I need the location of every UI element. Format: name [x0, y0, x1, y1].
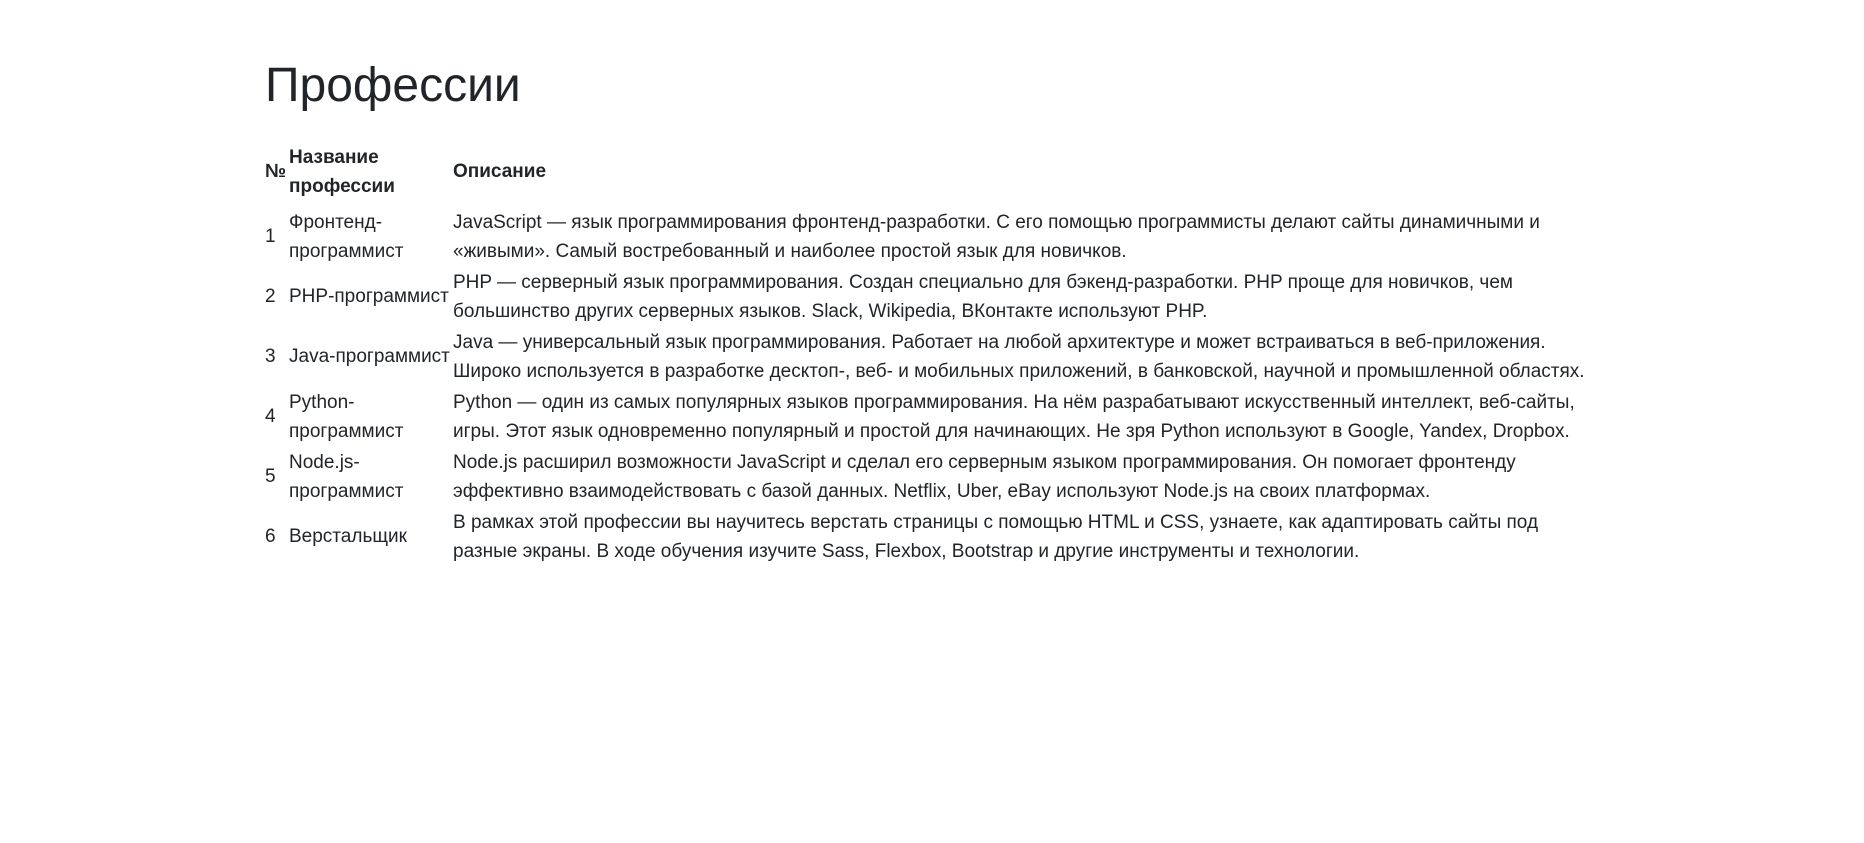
row-description: Node.js расширил возможности JavaScript и сделал его серверным языком программирования. Он помогает фронтенду эффективно взаимодействовать с базой данных. Netflix, Uber, eBay используют Node.js на своих платформах.: [453, 451, 1516, 502]
row-number: 3: [265, 346, 276, 368]
row-name: Java-программист: [289, 346, 450, 368]
table-header-row: [265, 143, 1605, 208]
row-name: Python-программист: [289, 391, 404, 442]
row-description: В рамках этой профессии вы научитесь верстать страницы с помощью HTML и CSS, узнаете, как адаптировать сайты под разные экраны. В ходе обучения изучите Sass, Flexbox, Bootstrap и другие инструменты и технологии.: [453, 511, 1539, 562]
header-description: Описание: [453, 161, 547, 183]
row-number: 2: [265, 286, 276, 308]
table-row: [265, 328, 1605, 388]
page-title: Профессии: [265, 59, 521, 112]
row-name: Фронтенд-программист: [289, 211, 404, 262]
table-row: [265, 208, 1605, 268]
row-description: JavaScript — язык программирования фронтенд-разработки. С его помощью программисты делают сайты динамичными и «живыми». Самый востребованный и наиболее простой язык для новичков.: [453, 211, 1540, 262]
table-header: [265, 143, 1605, 208]
table-row: [265, 448, 1605, 508]
row-name: Верстальщик: [289, 526, 407, 548]
page-container: [265, 0, 1605, 568]
row-number: 6: [265, 526, 276, 548]
row-name: Node.js-программист: [289, 451, 404, 502]
row-description: Java — универсальный язык программирования. Работает на любой архитектуре и может встраиваться в веб-приложения. Широко используется в разработке десктоп-, веб- и мобильных приложений, в банковской, научной и промышленной областях.: [453, 331, 1585, 382]
header-name: Название профессии: [289, 146, 395, 197]
table-row: [265, 388, 1605, 448]
row-name: PHP-программист: [289, 286, 449, 308]
table-row: [265, 508, 1605, 568]
header-number: №: [265, 161, 287, 183]
row-description: PHP — серверный язык программирования. Создан специально для бэкенд-разработки. PHP проще для новичков, чем большинство других серверных языков. Slack, Wikipedia, ВКонтакте используют PHP.: [453, 271, 1513, 322]
row-description: Python — один из самых популярных языков программирования. На нём разрабатывают искусственный интеллект, веб-сайты, игры. Этот язык одновременно популярный и простой для начинающих. Не зря Python используют в Google, Yandex, Dropbox.: [453, 391, 1575, 442]
row-number: 1: [265, 226, 276, 248]
row-number: 4: [265, 406, 276, 428]
table-row: [265, 268, 1605, 328]
table-body: [265, 208, 1605, 568]
row-number: 5: [265, 466, 276, 488]
professions-table: [265, 143, 1605, 568]
